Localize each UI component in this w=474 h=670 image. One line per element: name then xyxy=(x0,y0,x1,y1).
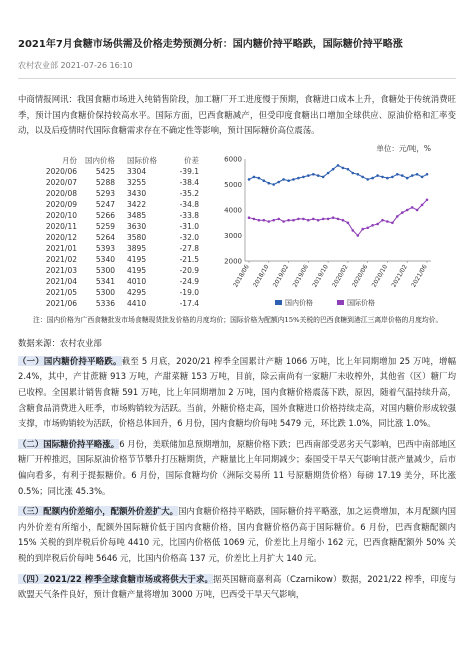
data-point xyxy=(421,203,424,206)
section-heading: （三）配额内价差缩小，配额外价差扩大。 xyxy=(18,506,179,517)
table-cell: 5393 xyxy=(95,243,115,253)
data-point xyxy=(282,220,285,223)
x-tick-label: 2019/10 xyxy=(311,263,330,289)
data-point xyxy=(337,217,340,220)
data-point xyxy=(406,177,409,180)
x-tick-label: 2021/02 xyxy=(390,263,409,289)
table-cell: -19.0 xyxy=(179,287,199,297)
data-point xyxy=(292,219,295,222)
table-cell: 4010 xyxy=(127,276,147,286)
table-cell: 2020/09 xyxy=(45,199,77,209)
table-cell: 5247 xyxy=(95,199,115,209)
data-point xyxy=(332,216,335,219)
data-point xyxy=(307,219,310,222)
section-heading: （二）国际糖价持平略涨。 xyxy=(18,438,120,449)
table-cell: 5266 xyxy=(95,210,115,220)
table-cell: 3422 xyxy=(127,199,147,209)
data-point xyxy=(322,175,325,178)
table-cell: 3430 xyxy=(127,188,147,198)
table-cell: 5300 xyxy=(95,287,115,297)
table-cell: -27.8 xyxy=(179,243,199,253)
data-point xyxy=(277,180,280,183)
data-point xyxy=(381,219,384,222)
price-figure xyxy=(29,143,445,315)
x-tick-label: 2021/06 xyxy=(410,263,429,289)
data-point xyxy=(327,171,330,174)
table-cell: 2020/07 xyxy=(45,177,77,187)
data-point xyxy=(371,224,374,227)
x-tick-label: 2019/06 xyxy=(291,263,311,289)
data-point xyxy=(361,175,364,178)
data-point xyxy=(342,166,345,169)
data-point xyxy=(357,173,360,176)
table-row xyxy=(35,232,219,243)
data-point xyxy=(391,175,394,178)
table-cell: -38.4 xyxy=(179,177,199,187)
table-cell: 5336 xyxy=(95,298,115,308)
data-point xyxy=(357,234,360,237)
series-line-domestic xyxy=(249,165,427,184)
x-tick-label: 2019/02 xyxy=(271,263,291,289)
section-heading: （一）国内糖价持平略跌。 xyxy=(18,355,122,366)
table-row xyxy=(35,166,219,177)
data-point xyxy=(411,174,414,177)
table-cell: 3580 xyxy=(127,232,147,242)
y-tick-label: 5000 xyxy=(224,180,242,189)
table-cell: 5293 xyxy=(95,188,115,198)
data-point xyxy=(371,177,374,180)
table-row xyxy=(35,265,219,276)
table-cell: 2021/04 xyxy=(45,276,77,286)
data-point xyxy=(312,217,315,220)
table-cell: 4195 xyxy=(127,265,147,275)
table-cell: 2020/08 xyxy=(45,188,77,198)
data-point xyxy=(381,175,384,178)
data-point xyxy=(376,222,379,225)
legend-swatch xyxy=(337,300,344,305)
data-point xyxy=(258,219,261,222)
data-point xyxy=(297,217,300,220)
x-tick-label: 2018/06 xyxy=(232,263,251,289)
section-paragraph xyxy=(18,504,456,566)
data-point xyxy=(277,217,280,220)
table-row xyxy=(35,287,219,298)
section-text: 截至 5 月底，2020/21 榨季全国累计产糖 1066 万吨，比上年同期增加 25 万吨，增幅 2.4%，其中，产甘蔗糖 913 万吨，产甜菜糖 153 万吨，目前，除云南尚有一家糖厂未收榨外，其他省（区）糖厂均已收榨。全国累计销售食糖 591 万吨，比上年同期增加 2 万吨，国内食糖价格震荡下跌，原因，随着气温持续升高，含糖食品消费进入旺季，市场购销较为活跃。当前，外糖价格走高，国外食糖进口价格持续走高，对国内糖价形成较强支撑，市场购销较为活跃，价格总体回升，6 月份，国内食糖均价每吨 5479 元，环比跌 1.0%，同比涨 1.0%。 xyxy=(18,355,456,429)
table-cell: -33.8 xyxy=(179,210,199,220)
data-point xyxy=(253,175,256,178)
table-cell: 3895 xyxy=(127,243,147,253)
data-point xyxy=(386,177,389,180)
data-point xyxy=(396,215,399,218)
data-point xyxy=(297,177,300,180)
table-header-row xyxy=(35,155,219,166)
table-row xyxy=(35,298,219,309)
table-row xyxy=(35,243,219,254)
table-cell: 4410 xyxy=(127,298,147,308)
table-cell: 2020/12 xyxy=(45,232,77,242)
table-cell: 国内价格 xyxy=(85,155,115,165)
data-point xyxy=(263,219,266,222)
table-cell: -24.9 xyxy=(179,276,199,286)
legend-swatch xyxy=(275,300,282,305)
data-point xyxy=(332,168,335,171)
data-point xyxy=(307,174,310,177)
table-cell: 5300 xyxy=(95,265,115,275)
data-point xyxy=(352,229,355,232)
legend-label: 国内价格 xyxy=(285,298,313,307)
legend-label: 国际价格 xyxy=(347,298,375,307)
data-point xyxy=(401,211,404,214)
data-point xyxy=(248,216,251,219)
data-source: 数据来源：农村农业部 xyxy=(18,337,102,348)
table-cell: -20.9 xyxy=(179,265,199,275)
table-cell: -31.0 xyxy=(179,221,199,231)
data-point xyxy=(258,177,261,180)
table-cell: -21.5 xyxy=(179,254,199,264)
y-tick-label: 3000 xyxy=(224,231,242,240)
table-cell: -35.2 xyxy=(179,188,199,198)
data-point xyxy=(272,219,275,222)
data-point xyxy=(426,198,429,201)
data-point xyxy=(287,179,290,182)
x-tick-label: 2018/10 xyxy=(251,263,271,289)
table-row xyxy=(35,221,219,232)
table-row xyxy=(35,188,219,199)
data-point xyxy=(406,208,409,211)
section-paragraph xyxy=(18,354,456,432)
table-cell: 月份 xyxy=(62,155,77,165)
data-point xyxy=(347,168,350,171)
table-row xyxy=(35,254,219,265)
data-point xyxy=(317,174,320,177)
table-cell: 5259 xyxy=(95,221,115,231)
y-tick-label: 6000 xyxy=(224,155,242,164)
table-cell: 2021/02 xyxy=(45,254,77,264)
table-cell: -17.4 xyxy=(179,298,199,308)
table-cell: 国际价格 xyxy=(127,155,157,165)
data-point xyxy=(248,178,251,181)
y-tick-label: 2000 xyxy=(224,257,242,266)
data-point xyxy=(342,219,345,222)
table-cell: -34.8 xyxy=(179,199,199,209)
x-tick-label: 2020/02 xyxy=(331,263,350,289)
data-point xyxy=(386,220,389,223)
data-point xyxy=(312,173,315,176)
data-point xyxy=(337,164,340,167)
data-point xyxy=(401,174,404,177)
data-point xyxy=(268,220,271,223)
section-paragraph xyxy=(18,437,456,499)
table-cell: 2020/06 xyxy=(45,166,77,176)
data-point xyxy=(282,178,285,181)
data-point xyxy=(347,221,350,224)
source-date: 农村农业部 2021-07-26 16:10 xyxy=(18,61,133,70)
table-cell: 3630 xyxy=(127,221,147,231)
data-point xyxy=(263,179,266,182)
table-cell: 2021/01 xyxy=(45,243,77,253)
x-tick-label: 2020/10 xyxy=(370,263,390,289)
table-cell: 5341 xyxy=(95,276,115,286)
section-text: 国内食糖价格持平略跌，国际糖价持平略涨，加之运费增加，本月配额内国内外价差有所缩小，配额外国际糖价低于国内食糖价格，国内食糖价格仍高于国际糖价。6 月份，巴西食糖配额内 15% 关税的到岸税后价每吨 4410 元，比国内价格低 1069 元，价差比上月缩小 162 元，巴西食糖配额外 50% 关税的到岸税后价每吨 5646 元，比国内价格高 137 元，价差比上月扩大 140 元。 xyxy=(18,506,457,563)
data-point xyxy=(352,171,355,174)
data-point xyxy=(366,226,369,229)
table-cell: 价差 xyxy=(184,155,199,165)
table-cell: 3255 xyxy=(127,177,147,187)
data-point xyxy=(421,175,424,178)
table-row xyxy=(35,276,219,287)
data-point xyxy=(272,183,275,186)
data-point xyxy=(411,206,414,209)
data-point xyxy=(292,178,295,181)
table-row xyxy=(35,199,219,210)
divider xyxy=(18,78,456,79)
data-point xyxy=(416,173,419,176)
x-tick-label: 2020/06 xyxy=(350,263,370,289)
table-cell: 4295 xyxy=(127,287,147,297)
sections xyxy=(18,354,456,603)
data-point xyxy=(396,173,399,176)
price-line-chart xyxy=(217,153,441,315)
table-cell: 5425 xyxy=(95,166,115,176)
table-cell: -39.1 xyxy=(179,166,199,176)
table-cell: 2021/06 xyxy=(45,298,77,308)
table-row xyxy=(35,210,219,221)
table-cell: 3304 xyxy=(127,166,147,176)
table-cell: 4195 xyxy=(127,254,147,264)
data-point xyxy=(416,208,419,211)
table-cell: -32.0 xyxy=(179,232,199,242)
data-point xyxy=(287,219,290,222)
data-point xyxy=(426,173,429,176)
y-tick-label: 4000 xyxy=(224,206,242,215)
data-point xyxy=(322,217,325,220)
data-point xyxy=(361,228,364,231)
data-point xyxy=(391,221,394,224)
data-point xyxy=(327,217,330,220)
section-paragraph xyxy=(18,572,456,603)
table-row xyxy=(35,177,219,188)
price-table xyxy=(35,155,219,309)
table-cell: 2020/10 xyxy=(45,210,77,220)
table-cell: 2020/11 xyxy=(45,221,77,231)
data-point xyxy=(268,182,271,185)
section-text: 6 月份，美联储加息预期增加，原糖价格下跌；巴西南部受恶劣天气影响，巴西中南部地区糖厂开榨推迟，国际原油价格节节攀升打压糖期货，产糖量比上年同期减少；泰国受干旱天气影响甘蔗产量减少，后市偏向看多，有利于提振糖价。6 月份，国际食糖均价（洲际交易所 11 号原糖期货价格）每磅 17.19 美分，环比涨 0.5%；同比涨 45.3%。 xyxy=(18,438,456,496)
figure-note: 注：国内价格为广西食糖批发市场食糖现货批发价格的月度均价；国际价格为配额内15%关税的巴西食糖到港江三离岸价格的月度均价。 xyxy=(33,315,443,324)
table-cell: 2021/03 xyxy=(45,265,77,275)
table-cell: 2021/05 xyxy=(45,287,77,297)
data-point xyxy=(253,217,256,220)
table-cell: 5288 xyxy=(95,177,115,187)
table-cell: 5264 xyxy=(95,232,115,242)
data-point xyxy=(317,219,320,222)
section-text: 据英国糖商嘉利高（Czarnikow）数据，2021/22 榨季，印度与欧盟天气条件良好，预计食糖产量将增加 3000 万吨，巴西受干旱天气影响， xyxy=(18,573,456,600)
chart-unit: 单位：元/吨，% xyxy=(376,143,431,153)
section-heading: （四）2021/22 榨季全球食糖市场或将供大于求。 xyxy=(18,573,214,584)
data-point xyxy=(366,178,369,181)
data-point xyxy=(302,217,305,220)
table-cell: 5340 xyxy=(95,254,115,264)
article-title: 2021年7月食糖市场供需及价格走势预测分析：国内糖价持平略跌，国际糖价持平略涨 xyxy=(18,39,403,50)
data-point xyxy=(376,174,379,177)
data-point xyxy=(302,175,305,178)
intro-paragraph: 中商情报网讯：我国食糖市场进入纯销售阶段，加工糖厂开工进度慢于预期，食糖进口成本上升，食糖处于传统消费旺季，预计国内食糖价保持较高水平。国际方面，巴西食糖减产，但受印度食糖出口增加全球供应、原油价格和汇率变动，以及后疫情时代国际食糖需求存在不确定性等影响，预计国际糖价高位震荡。 xyxy=(18,94,456,136)
table-cell: 3485 xyxy=(127,210,147,220)
